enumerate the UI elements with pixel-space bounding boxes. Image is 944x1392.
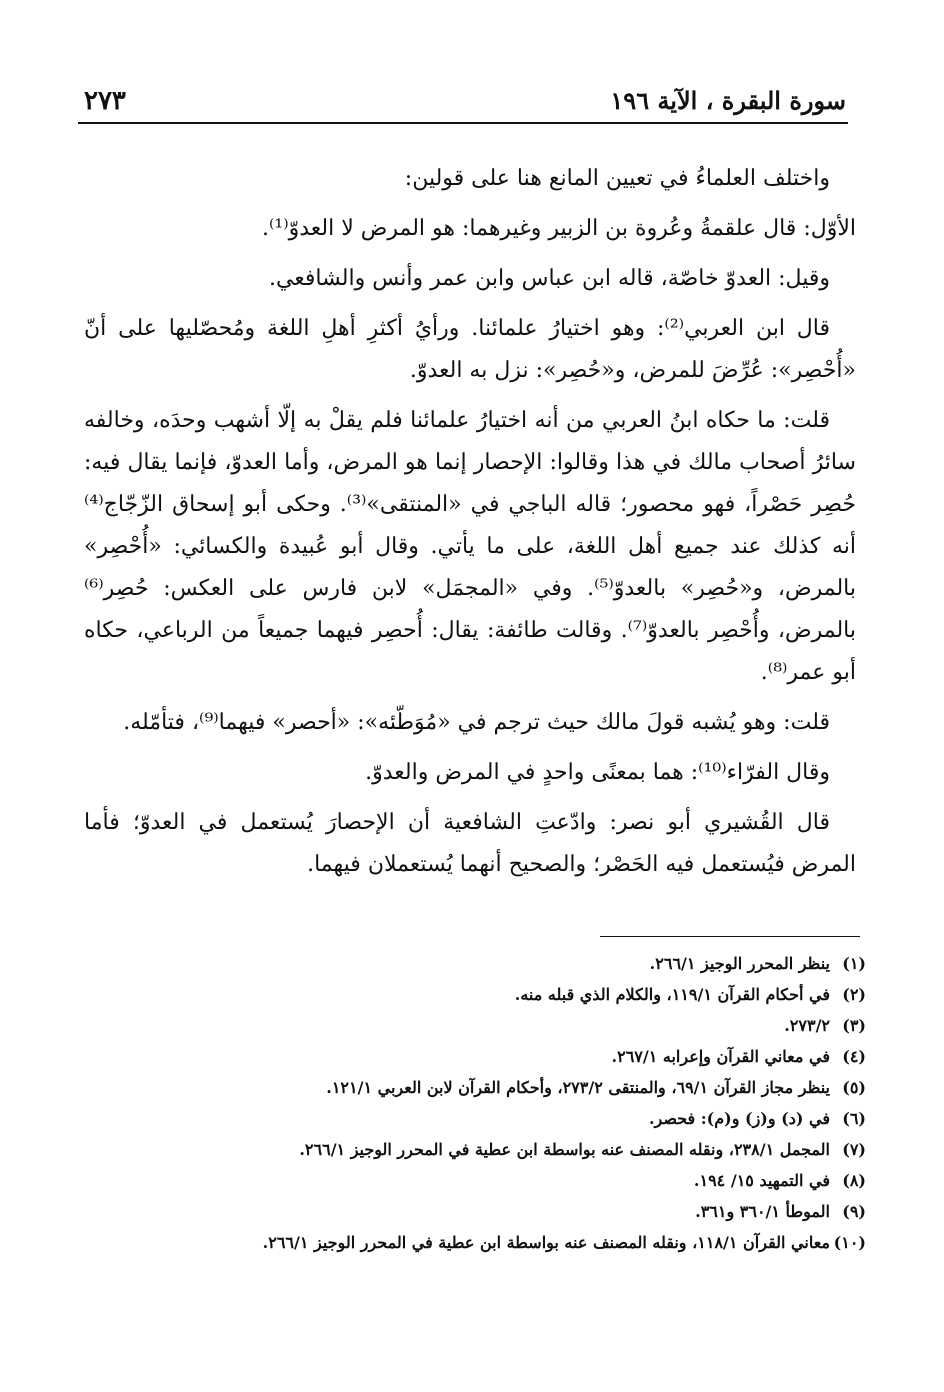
footnote-number: (٢) xyxy=(842,985,866,1004)
footnote-number: (٣) xyxy=(842,1016,866,1035)
footnote xyxy=(170,1010,866,1041)
footnote xyxy=(170,1165,866,1196)
footnote-text: في معاني القرآن وإعرابه ٢٦٧/١. xyxy=(611,1047,830,1066)
footnote-separator xyxy=(600,936,860,937)
footnote-text: ينظر مجاز القرآن ٦٩/١، والمنتقى ٢٧٣/٢، وأحكام القرآن لابن العربي ١٢١/١. xyxy=(326,1078,830,1097)
paragraph: قال القُشيري أبو نصر: وادّعتِ الشافعية أن الإحصارَ يُستعمل في العدوّ؛ فأما المرض فيُستعمل فيه الحَصْر؛ والصحيح أنهما يُستعملان فيهما. xyxy=(84,810,856,877)
paragraph: وقال الفرّاء⁽¹⁰⁾: هما بمعنًى واحدٍ في المرض والعدوّ. xyxy=(365,760,830,785)
footnote-text: ينظر المحرر الوجيز ٢٦٦/١. xyxy=(649,954,830,973)
paragraph: الأوّل: قال علقمةُ وعُروة بن الزبير وغيرهما: هو المرض لا العدوّ⁽¹⁾. xyxy=(262,216,856,241)
footnote-text: الموطأ ٣٦٠/١ و٣٦١. xyxy=(695,1202,830,1221)
footnote-number: (١) xyxy=(842,954,866,973)
footnote-number: (٩) xyxy=(842,1202,866,1221)
footnote-number: (٤) xyxy=(842,1047,866,1066)
footnote-text: معاني القرآن ١١٨/١، ونقله المصنف عنه بواسطة ابن عطية في المحرر الوجيز ٢٦٦/١. xyxy=(262,1233,830,1252)
footnote-number: (٥) xyxy=(842,1078,866,1097)
footnotes xyxy=(170,948,866,1258)
footnote-text: في (د) و(ز) و(م): فحصر. xyxy=(648,1109,830,1128)
footnote-number: (١٠) xyxy=(833,1233,866,1252)
paragraph: وقيل: العدوّ خاصّة، قاله ابن عباس وابن عمر وأنس والشافعي. xyxy=(268,266,830,291)
footnote-number: (٧) xyxy=(842,1140,866,1159)
running-title: سورة البقرة ، الآية ١٩٦ xyxy=(610,86,846,115)
footnote xyxy=(170,1134,866,1165)
footnote-text: المجمل ٢٣٨/١، ونقله المصنف عنه بواسطة ابن عطية في المحرر الوجيز ٢٦٦/١. xyxy=(299,1140,830,1159)
footnote xyxy=(170,979,866,1010)
footnote xyxy=(170,1103,866,1134)
footnote xyxy=(170,948,866,979)
paragraph: واختلف العلماءُ في تعيين المانع هنا على قولين: xyxy=(404,166,830,191)
footnote xyxy=(170,1041,866,1072)
footnote-text: في التمهيد ١٥/ ١٩٤. xyxy=(693,1171,830,1190)
main-text xyxy=(84,158,856,894)
page-number: ٢٧٣ xyxy=(84,86,126,116)
footnote-text: في أحكام القرآن ١١٩/١، والكلام الذي قبله منه. xyxy=(514,985,830,1004)
footnote-number: (٨) xyxy=(842,1171,866,1190)
page-header xyxy=(78,78,848,124)
footnote-text: ٢٧٣/٢. xyxy=(784,1016,830,1035)
footnote xyxy=(170,1072,866,1103)
paragraph: قلت: ما حكاه ابنُ العربي من أنه اختيارُ علمائنا فلم يقلْ به إلّا أشهب وحدَه، وخالفه سائرُ أصحاب مالك في هذا وقالوا: الإحصار إنما هو المرض، وأما العدوّ، فإنما يقال فيه: حُصِر حَصْراً، فهو محصور؛ قاله الباجي في «المنتقى»⁽³⁾. وحكى أبو إسحاق الزّجّاج⁽⁴⁾ أنه كذلك عند جميع أهل اللغة، على ما يأتي. وقال أبو عُبيدة والكسائي: «أُحْصِر» بالمرض، و«حُصِر» بالعدوّ⁽⁵⁾. وفي «المجمَل» لابن فارس على العكس: حُصِر⁽⁶⁾ بالمرض، وأُحْصِر بالعدوّ⁽⁷⁾. وقالت طائفة: يقال: أُحصِر فيهما جميعاً من الرباعي، حكاه أبو عمر⁽⁸⁾. xyxy=(84,408,857,685)
footnote xyxy=(170,1196,866,1227)
paragraph: قال ابن العربي⁽²⁾: وهو اختيارُ علمائنا. ورأيُ أكثرِ أهلِ اللغة ومُحصّليها على أنّ «أُحْصِر»: عُرِّضَ للمرض، و«حُصِر»: نزل به العدوّ. xyxy=(84,316,856,383)
footnote xyxy=(170,1227,866,1258)
paragraph: قلت: وهو يُشبه قولَ مالك حيث ترجم في «مُوَطّئه»: «أحصر» فيهما⁽⁹⁾، فتأمّله. xyxy=(123,710,830,735)
footnote-number: (٦) xyxy=(842,1109,866,1128)
